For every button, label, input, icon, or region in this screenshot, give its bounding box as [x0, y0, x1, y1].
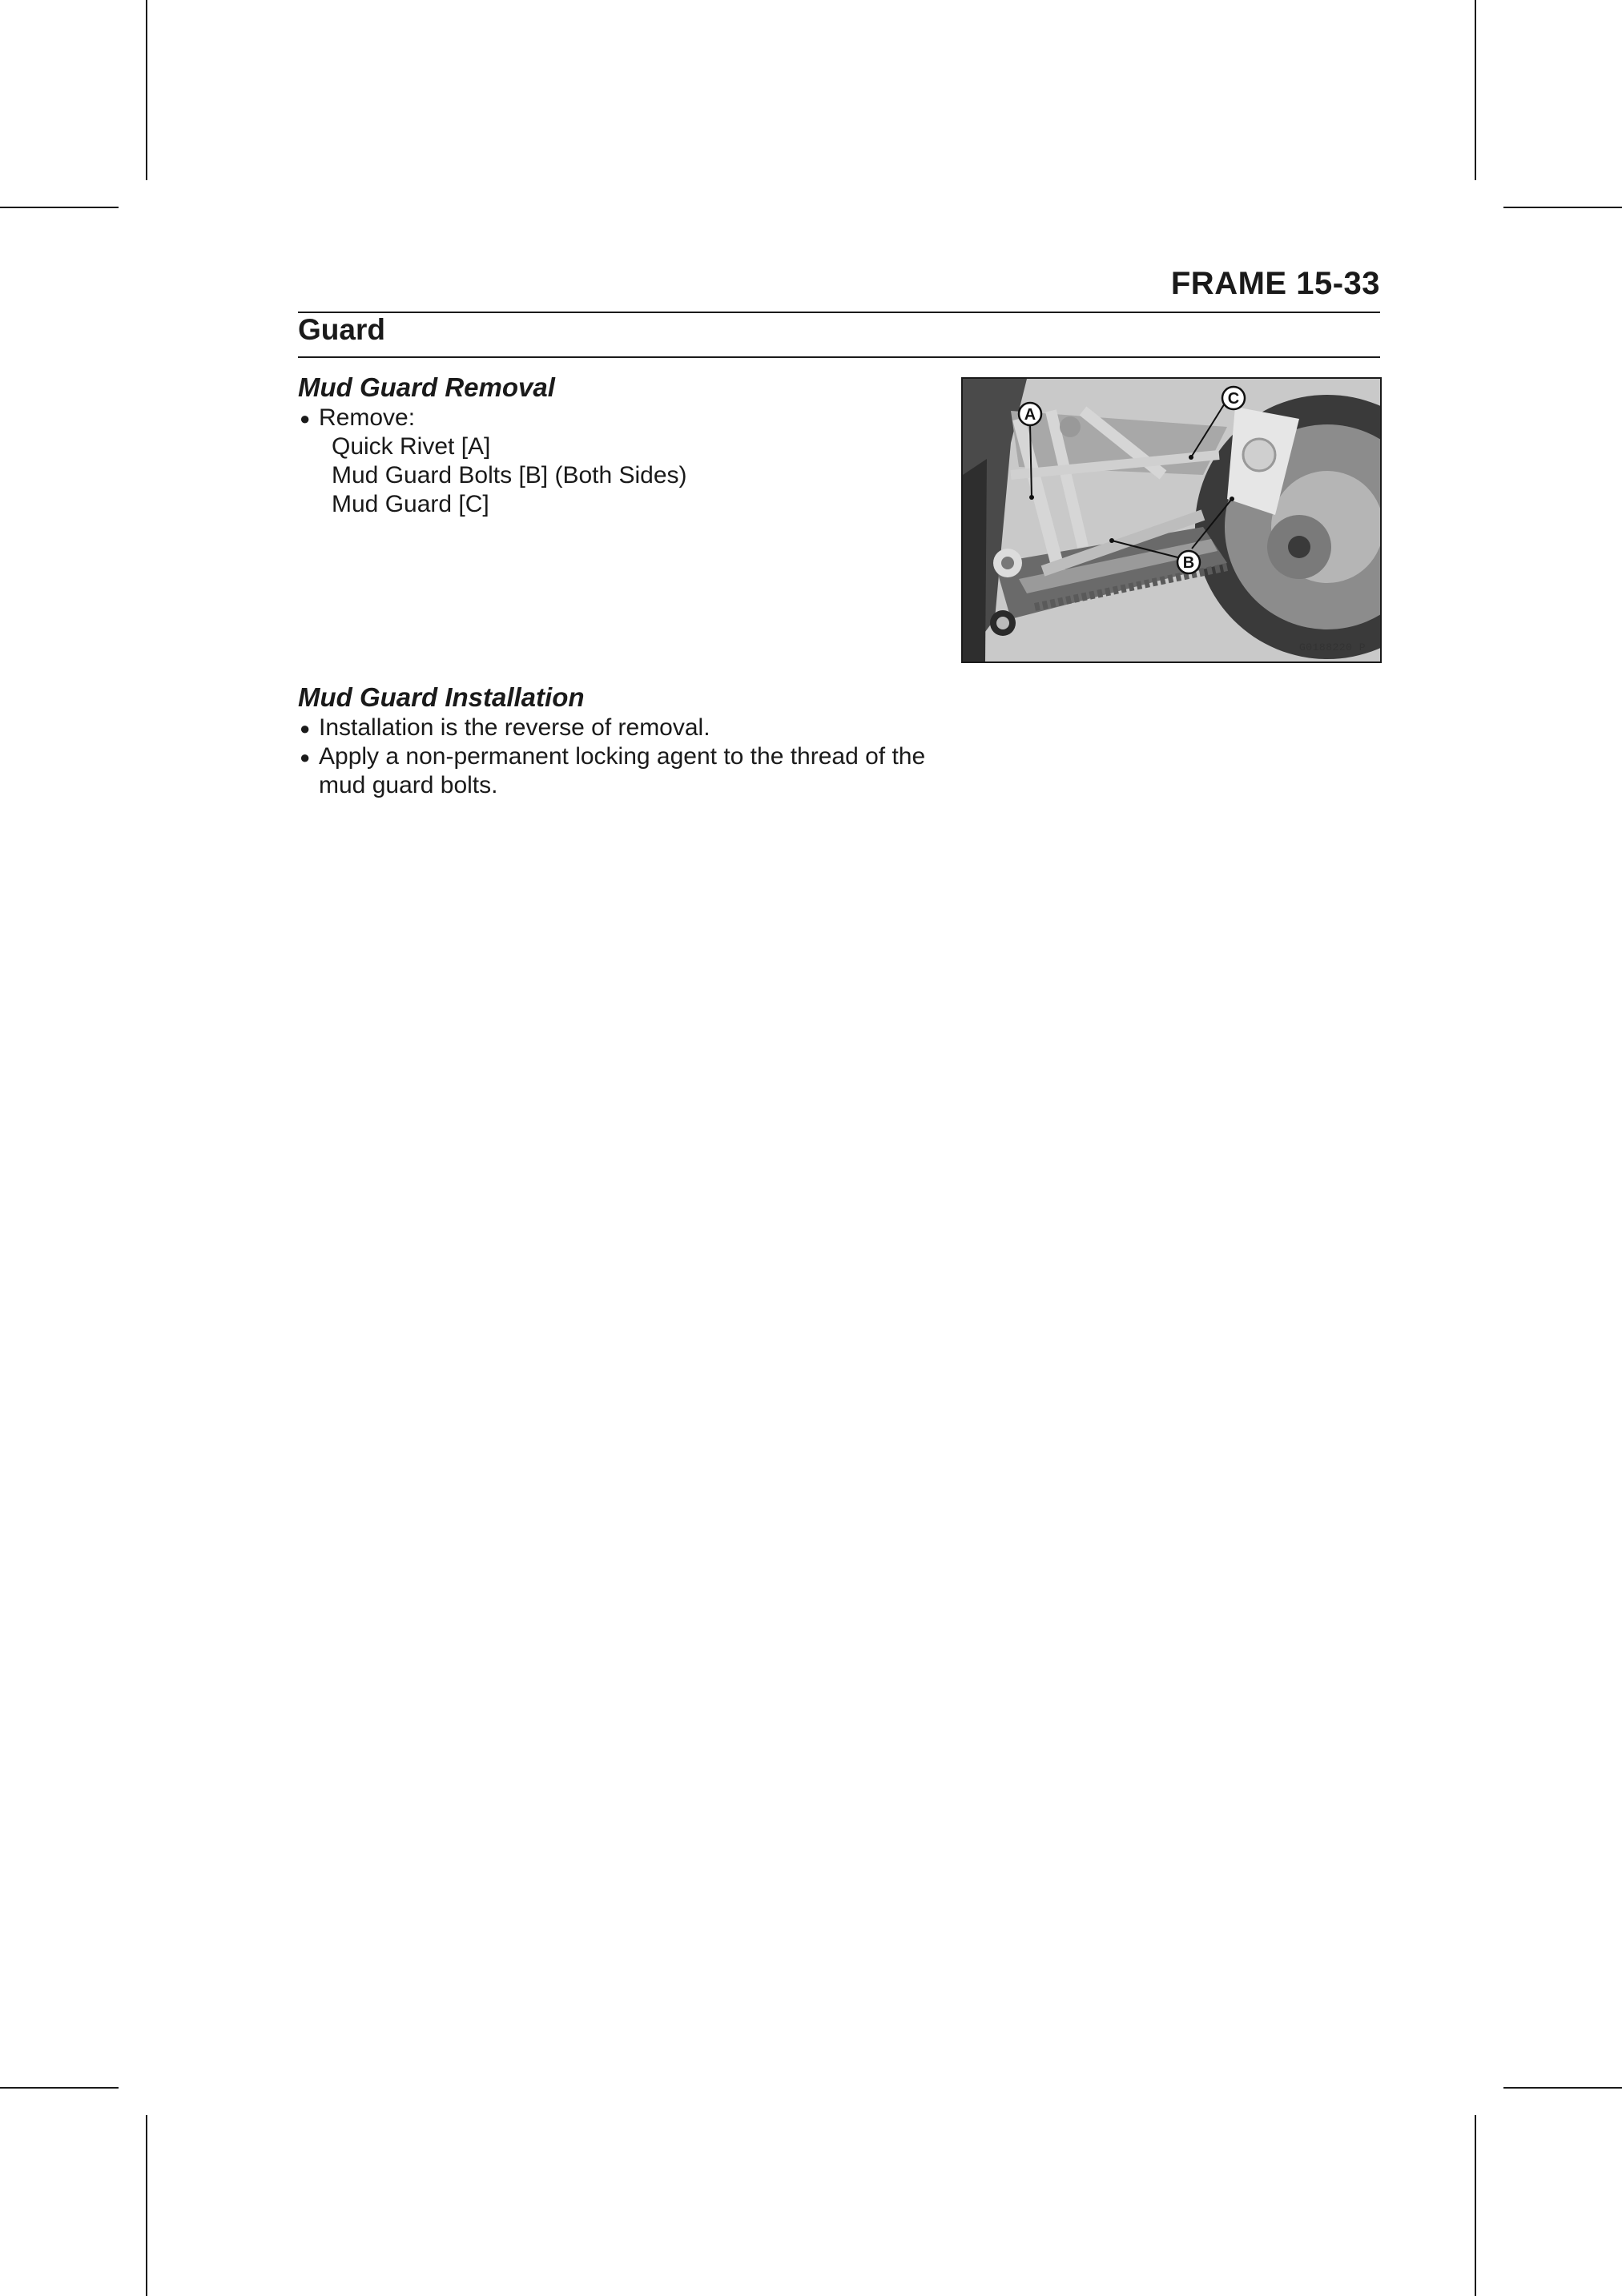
removal-item: Quick Rivet [A]	[332, 433, 491, 460]
bullet-icon: ●	[300, 747, 311, 767]
figure-code: G0188220 P	[1298, 641, 1366, 653]
installation-heading: Mud Guard Installation	[298, 682, 585, 712]
section-rule	[298, 356, 1380, 358]
crop-mark	[1475, 0, 1476, 180]
header-rule	[298, 312, 1380, 313]
crop-mark	[146, 0, 147, 180]
installation-step-continued: mud guard bolts.	[319, 772, 498, 798]
removal-heading: Mud Guard Removal	[298, 372, 555, 402]
callout-a-label: A	[1024, 406, 1036, 424]
motorcycle-rear-illustration	[963, 379, 1380, 661]
callout-b-label: B	[1182, 554, 1195, 572]
crop-mark	[0, 2087, 119, 2089]
removal-step: Remove:	[319, 404, 416, 431]
crop-mark	[0, 207, 119, 208]
mud-guard-photo	[961, 377, 1382, 663]
running-head: FRAME 15-33	[1170, 266, 1380, 301]
removal-item: Mud Guard Bolts [B] (Both Sides)	[332, 462, 687, 489]
crop-mark	[1475, 2115, 1476, 2296]
installation-step: Installation is the reverse of removal.	[319, 714, 710, 741]
crop-mark	[1503, 207, 1622, 208]
removal-item: Mud Guard [C]	[332, 491, 489, 517]
bullet-icon: ●	[300, 408, 311, 428]
bullet-icon: ●	[300, 718, 311, 738]
installation-step: Apply a non-permanent locking agent to the thread of the	[319, 743, 926, 770]
crop-mark	[1503, 2087, 1622, 2089]
callout-c-label: C	[1227, 390, 1240, 408]
crop-mark	[146, 2115, 147, 2296]
section-title: Guard	[298, 313, 385, 346]
